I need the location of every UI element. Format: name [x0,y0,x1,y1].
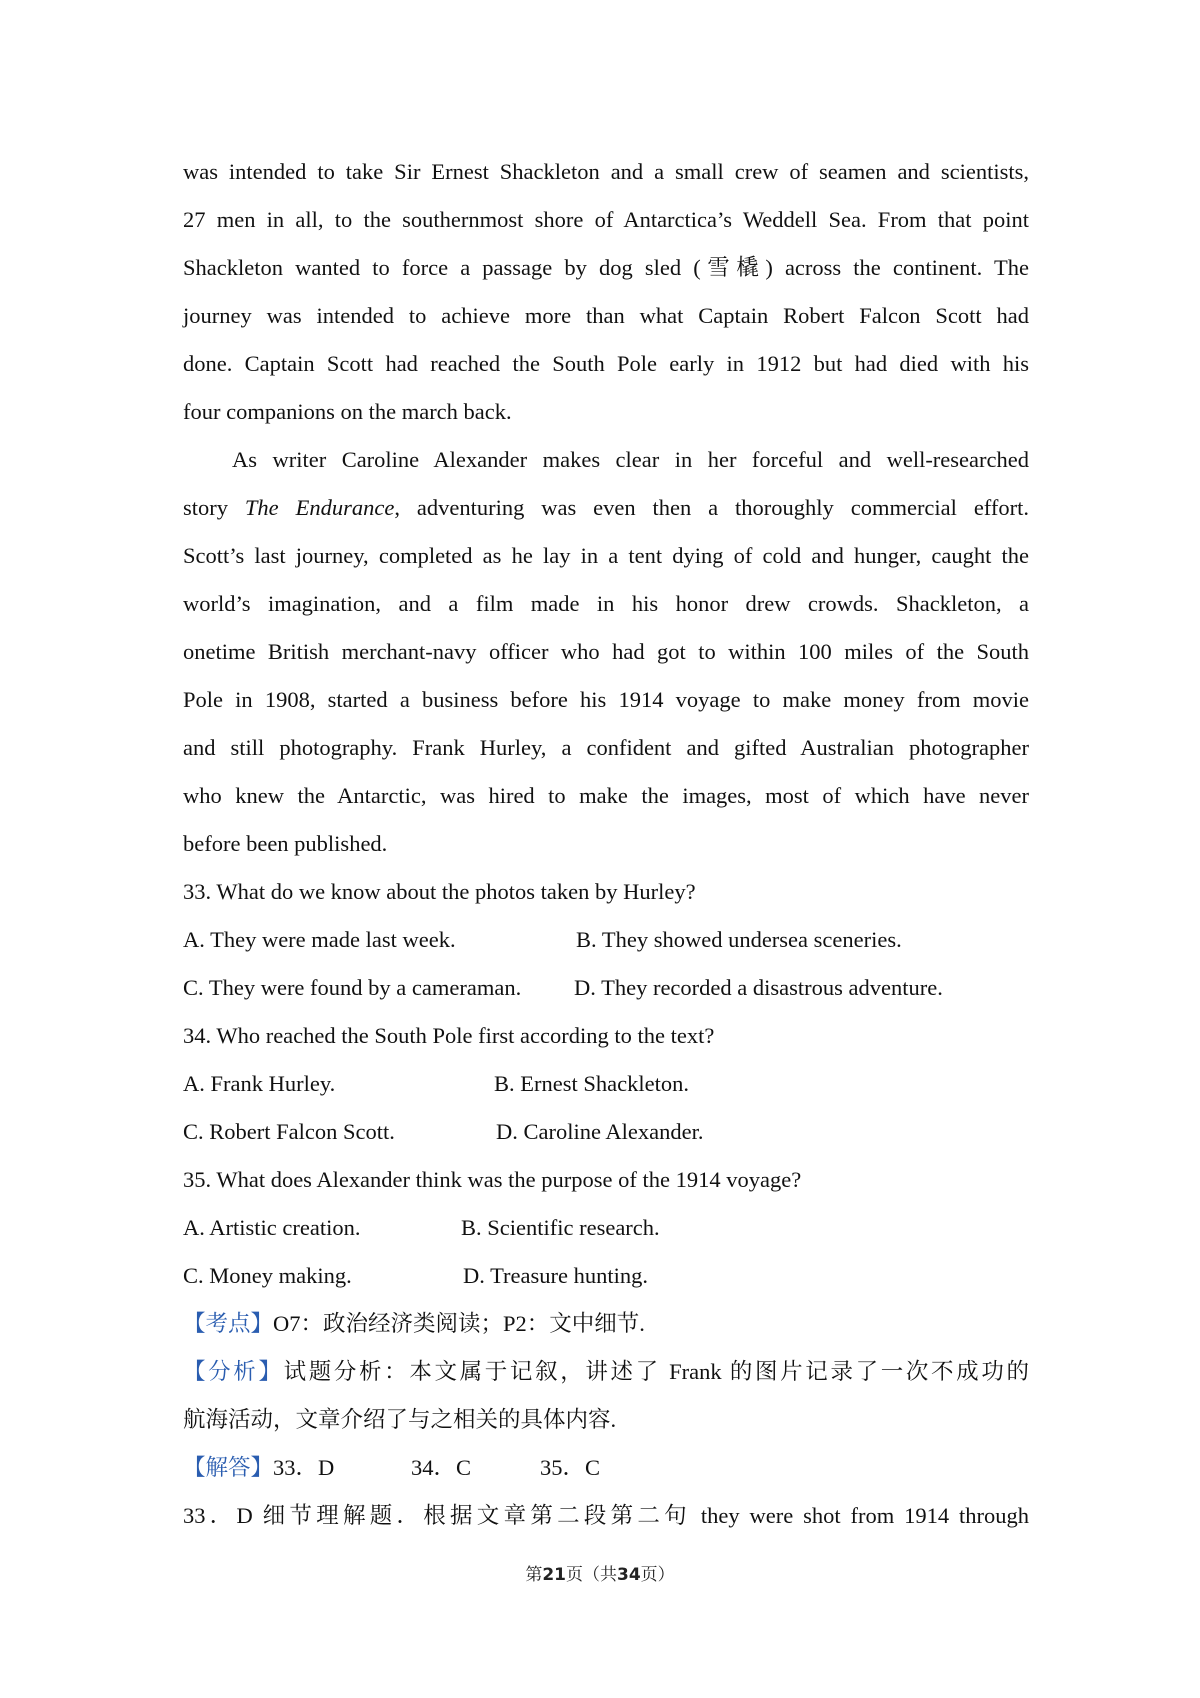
total-pages: 34 [617,1565,641,1585]
kaodian-text: O7：政治经济类阅读；P2：文中细节. [273,1311,645,1336]
passage-line [183,484,1029,532]
jieda-line [183,1444,1029,1492]
option-row [183,1108,1029,1156]
answer-33: 33．D [273,1455,335,1480]
page-number: 21 [542,1565,566,1585]
option-c: C. They were found by a cameraman. [183,975,522,1000]
passage-text: story [183,495,228,520]
option-a: A. They were made last week. [183,927,456,952]
passage-line: Shackleton wanted to force a passage by dog sled (雪橇) across the continent. The [183,255,1029,280]
option-c: C. Money making. [183,1263,352,1288]
answer-35: 35．C [540,1455,601,1480]
passage-line: before been published. [183,831,388,856]
option-c: C. Robert Falcon Scott. [183,1119,395,1144]
page-footer [0,1560,1200,1585]
passage-text: , adventuring was even then a thoroughly commercial effort. [394,495,1030,520]
passage-line: journey was intended to achieve more than what Captain Robert Falcon Scott had [183,303,1029,328]
option-d: D. They recorded a disastrous adventure. [574,975,943,1000]
option-a: A. Artistic creation. [183,1215,361,1240]
fenxi-line [183,1348,1029,1396]
passage-line: four companions on the march back. [183,399,512,424]
passage-line: and still photography. Frank Hurley, a confident and gifted Australian photographer [183,735,1029,760]
option-row [183,1060,1029,1108]
passage-line: done. Captain Scott had reached the South Pole early in 1912 but had died with his [183,351,1029,376]
fenxi-tag: 【分析】 [183,1359,284,1384]
fenxi-text: 试题分析：本文属于记叙，讲述了 Frank 的图片记录了一次不成功的 [283,1359,1029,1384]
option-b: B. They showed undersea sceneries. [576,927,902,952]
option-b: B. Scientific research. [461,1215,660,1240]
option-a: A. Frank Hurley. [183,1071,336,1096]
question-stem: 33. What do we know about the photos taken by Hurley? [183,879,696,904]
fenxi-line: 航海活动，文章介绍了与之相关的具体内容. [183,1407,617,1432]
passage-line: 27 men in all, to the southernmost shore of Antarctica’s Weddell Sea. From that point [183,207,1029,232]
option-b: B. Ernest Shackleton. [494,1071,689,1096]
option-d: D. Treasure hunting. [463,1263,648,1288]
book-title: The Endurance [244,495,395,520]
passage-line: world’s imagination, and a film made in his honor drew crowds. Shackleton, a [183,591,1029,616]
kaodian-line [183,1300,1029,1348]
passage-line: who knew the Antarctic, was hired to make the images, most of which have never [183,783,1029,808]
kaodian-tag: 【考点】 [183,1311,274,1336]
footer-text: 页（共 [566,1565,617,1585]
passage-line: Pole in 1908, started a business before his 1914 voyage to make money from movie [183,687,1029,712]
passage-line: Scott’s last journey, completed as he lay in a tent dying of cold and hunger, caught the [183,543,1029,568]
answer-34: 34．C [411,1455,472,1480]
footer-text: 页） [640,1565,675,1585]
passage-line: As writer Caroline Alexander makes clear in her forceful and well-researched [232,447,1029,472]
footer-text: 第 [525,1565,543,1585]
jieda-tag: 【解答】 [183,1455,274,1480]
option-row [183,1204,1029,1252]
question-stem: 35. What does Alexander think was the purpose of the 1914 voyage? [183,1167,802,1192]
passage-line: onetime British merchant-navy officer who had got to within 100 miles of the South [183,639,1029,664]
question-stem: 34. Who reached the South Pole first according to the text? [183,1023,715,1048]
option-row [183,916,1029,964]
option-d: D. Caroline Alexander. [496,1119,704,1144]
option-row [183,964,1029,1012]
passage-line: was intended to take Sir Ernest Shackleton and a small crew of seamen and scientists, [183,159,1029,184]
detail-line: 33．D 细节理解题．根据文章第二段第二句 they were shot from 1914 through [183,1503,1029,1528]
jieda-tag-group [183,1444,334,1492]
option-row [183,1252,1029,1300]
